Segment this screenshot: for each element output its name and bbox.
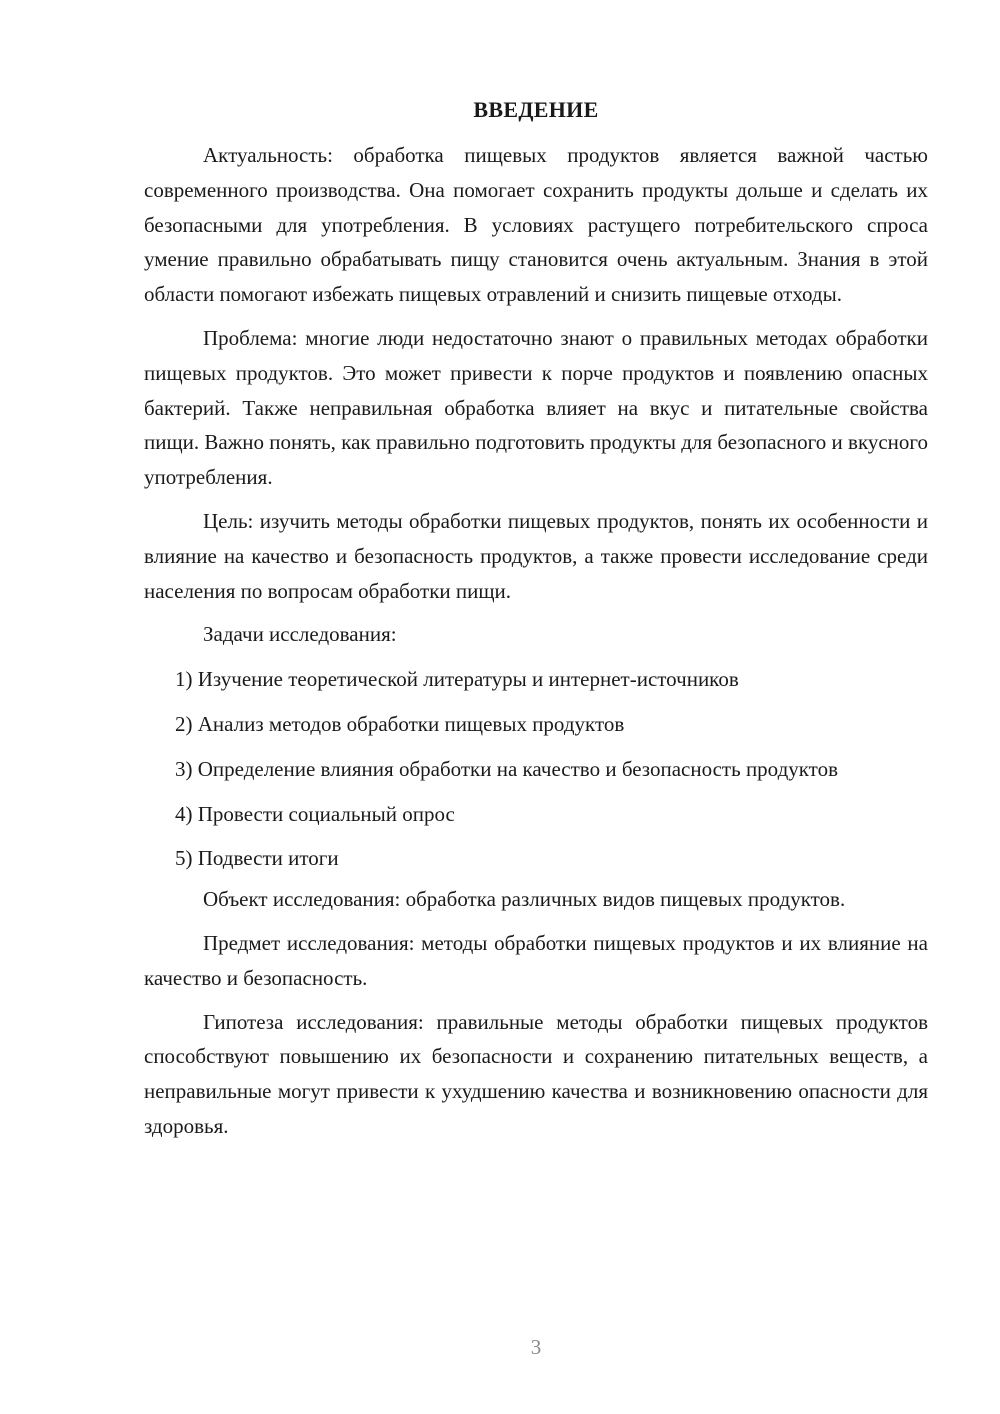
hypothesis-paragraph: Гипотеза исследования: правильные методы обработки пищевых продуктов способствуют повышению их безопасности и сохранению питательных веществ, а неправильные могут привести к ухудшению качества и возникновению опасности для здоровья. [144,1009,928,1138]
list-item: 3) Определение влияния обработки на качество и безопасность продуктов [175,756,838,781]
tasks-heading: Задачи исследования: [203,622,397,647]
object-paragraph: Объект исследования: обработка различных видов пищевых продуктов. [203,887,846,912]
section-title: ВВЕДЕНИЕ [473,97,599,122]
list-item: 2) Анализ методов обработки пищевых продуктов [175,711,625,736]
goal-paragraph: Цель: изучить методы обработки пищевых продуктов, понять их особенности и влияние на качество и безопасность продуктов, а также провести исследование среди населения по вопросам обработки пищи. [144,508,928,603]
list-item: 5) Подвести итоги [175,846,339,871]
list-item: 4) Провести социальный опрос [175,801,455,826]
list-item: 1) Изучение теоретической литературы и интернет-источников [175,667,739,692]
page-content [144,94,928,1144]
relevance-paragraph: Актуальность: обработка пищевых продуктов является важной частью современного производства. Она помогает сохранить продукты дольше и сделать их безопасными для употребления. В условиях растущего потребительского спроса умение правильно обрабатывать пищу становится очень актуальным. Знания в этой области помогают избежать пищевых отравлений и снизить пищевые отходы. [144,143,928,307]
subject-paragraph: Предмет исследования: методы обработки пищевых продуктов и их влияние на качество и безопасность. [144,930,928,990]
problem-paragraph: Проблема: многие люди недостаточно знают о правильных методах обработки пищевых продуктов. Это может привести к порче продуктов и появлению опасных бактерий. Также неправильная обработка влияет на вкус и питательные свойства пищи. Важно понять, как правильно подготовить продукты для безопасного и вкусного употребления. [144,325,928,490]
page-number: 3 [530,1335,542,1359]
tasks-list [144,662,928,876]
